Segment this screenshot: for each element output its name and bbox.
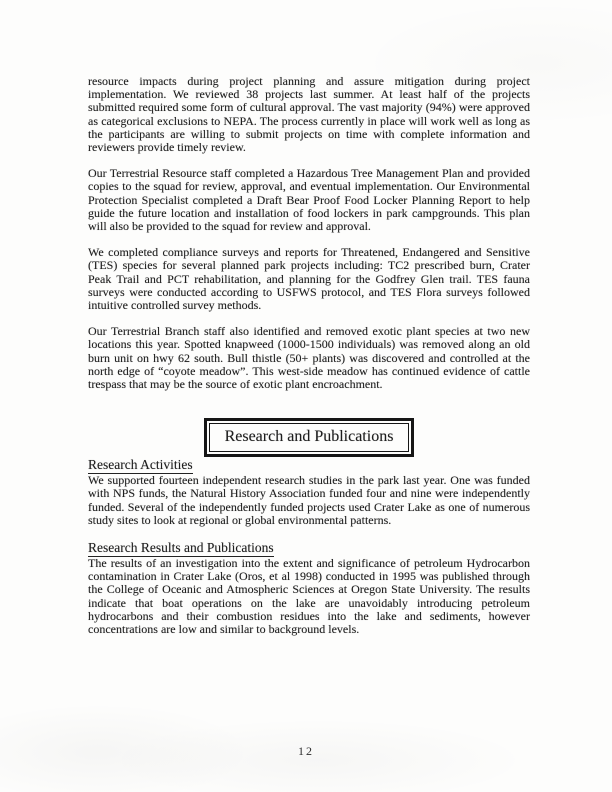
section-heading-label: Research Results and Publications [88,540,274,556]
section-heading-research-results-and-publications [88,540,530,557]
section-heading-label: Research Activities [88,457,193,473]
text-column [88,75,530,649]
body-paragraph: resource impacts during project planning and assure mitigation during project implementation. We reviewed 38 projects last summer. At least half of the projects submitted required some form of cultural approval. The vast majority (94%) were approved as categorical exclusions to NEPA. The process currently in place will work well as long as the participants are willing to submit projects on time with complete information and reviewers provide timely review. [88,74,530,155]
body-paragraph: We completed compliance surveys and reports for Threatened, Endangered and Sensitive (TES) species for several planned park projects including: TC2 prescribed burn, Crater Peak Trail and PCT rehabilitation, and planning for the Godfrey Glen trail. TES fauna surveys were conducted according to USFWS protocol, and TES Flora surveys followed intuitive controlled survey methods. [88,245,530,313]
body-paragraph: We supported fourteen independent research studies in the park last year. One was funded with NPS funds, the Natural History Association funded four and nine were independently funded. Several of the independently funded projects used Crater Lake as one of numerous study sites to look at regional or global environmental patterns. [88,473,530,527]
boxed-heading-research-and-publications [204,418,415,457]
body-paragraph: Our Terrestrial Branch staff also identified and removed exotic plant species at two new locations this year. Spotted knapweed (1000-1500 individuals) was removed along an old burn unit on hwy 62 south. Bull thistle (50+ plants) was discovered and controlled at the north edge of “coyote meadow”. This west-side meadow has continued evidence of cattle trespass that may be the source of exotic plant encroachment. [88,324,530,392]
section-heading-research-activities [88,457,530,474]
boxed-heading-label: Research and Publications [209,423,410,452]
body-paragraph: Our Terrestrial Resource staff completed a Hazardous Tree Management Plan and provided copies to the squad for review, approval, and eventual implementation. Our Environmental Protection Specialist completed a Draft Bear Proof Food Locker Planning Report to help guide the future location and installation of food lockers in park campgrounds. This plan will also be provided to the squad for review and approval. [88,166,530,234]
body-paragraph: The results of an investigation into the extent and significance of petroleum Hydrocarbon contamination in Crater Lake (Oros, et al 1998) conducted in 1995 was published through the College of Oceanic and Atmospheric Sciences at Oregon State University. The results indicate that boat operations on the lake are unavoidably introducing petroleum hydrocarbons and their combustion residues into the lake and sediments, however concentrations are low and similar to background levels. [88,556,530,637]
page-number: 12 [298,744,314,758]
